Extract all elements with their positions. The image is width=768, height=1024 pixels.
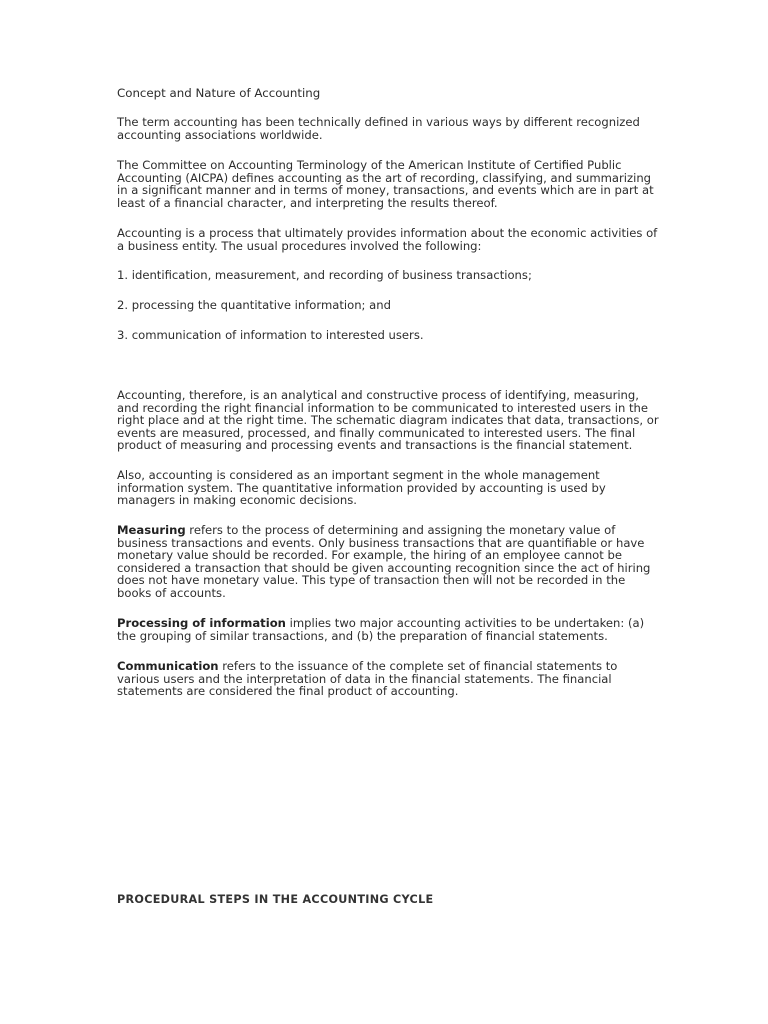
paragraph-communication bbox=[117, 660, 662, 698]
list-item-1: 1. identification, measurement, and recording of business transactions; bbox=[117, 268, 532, 282]
paragraph-management-information: Also, accounting is considered as an important segment in the whole management information system. The quantitative information provided by accounting is used by managers in making economic decisions. bbox=[117, 468, 606, 508]
paragraph-measuring bbox=[117, 524, 662, 600]
measuring-text: refers to the process of determining and assigning the monetary value of business transactions and events. Only business transactions that are quantifiable or have monetary value should be recorded. For example, the hiring of an employee cannot be considered a transaction that should be given accounting recognition since the act of hiring does not have monetary value. This type of transaction then will not be recorded in the books of accounts. bbox=[117, 523, 651, 600]
processing-text: implies two major accounting activities to be undertaken: (a) the grouping of similar transactions, and (b) the preparation of financial statements. bbox=[117, 616, 645, 643]
term-measuring: Measuring bbox=[117, 523, 186, 537]
list-item-3: 3. communication of information to interested users. bbox=[117, 328, 424, 342]
term-communication: Communication bbox=[117, 659, 219, 673]
paragraph-accounting-process: Accounting is a process that ultimately provides information about the economic activities of a business entity. The usual procedures involved the following: bbox=[117, 226, 658, 253]
paragraph-processing bbox=[117, 617, 662, 642]
paragraph-term-definition: The term accounting has been technically defined in various ways by different recognized accounting associations worldwide. bbox=[117, 115, 640, 142]
communication-text: refers to the issuance of the complete set of financial statements to various users and the interpretation of data in the financial statements. The financial statements are considered the final product of accounting. bbox=[117, 659, 618, 699]
section-heading-accounting-cycle: PROCEDURAL STEPS IN THE ACCOUNTING CYCLE bbox=[117, 893, 434, 906]
paragraph-aicpa-definition: The Committee on Accounting Terminology of the American Institute of Certified Public Accounting (AICPA) defines accounting as the art of recording, classifying, and summarizing in a significant manner and in terms of money, transactions, and events which are in part at least of a financial character, and interpreting the results thereof. bbox=[117, 158, 654, 210]
term-processing: Processing of information bbox=[117, 616, 286, 630]
list-item-2: 2. processing the quantitative information; and bbox=[117, 298, 391, 312]
document-title: Concept and Nature of Accounting bbox=[117, 86, 321, 100]
paragraph-analytical-process: Accounting, therefore, is an analytical and constructive process of identifying, measuring, and recording the right financial information to be communicated to interested users in the right place and at the right time. The schematic diagram indicates that data, transactions, or events are measured, processed, and finally communicated to interested users. The final product of measuring and processing events and transactions is the financial statement. bbox=[117, 388, 659, 453]
